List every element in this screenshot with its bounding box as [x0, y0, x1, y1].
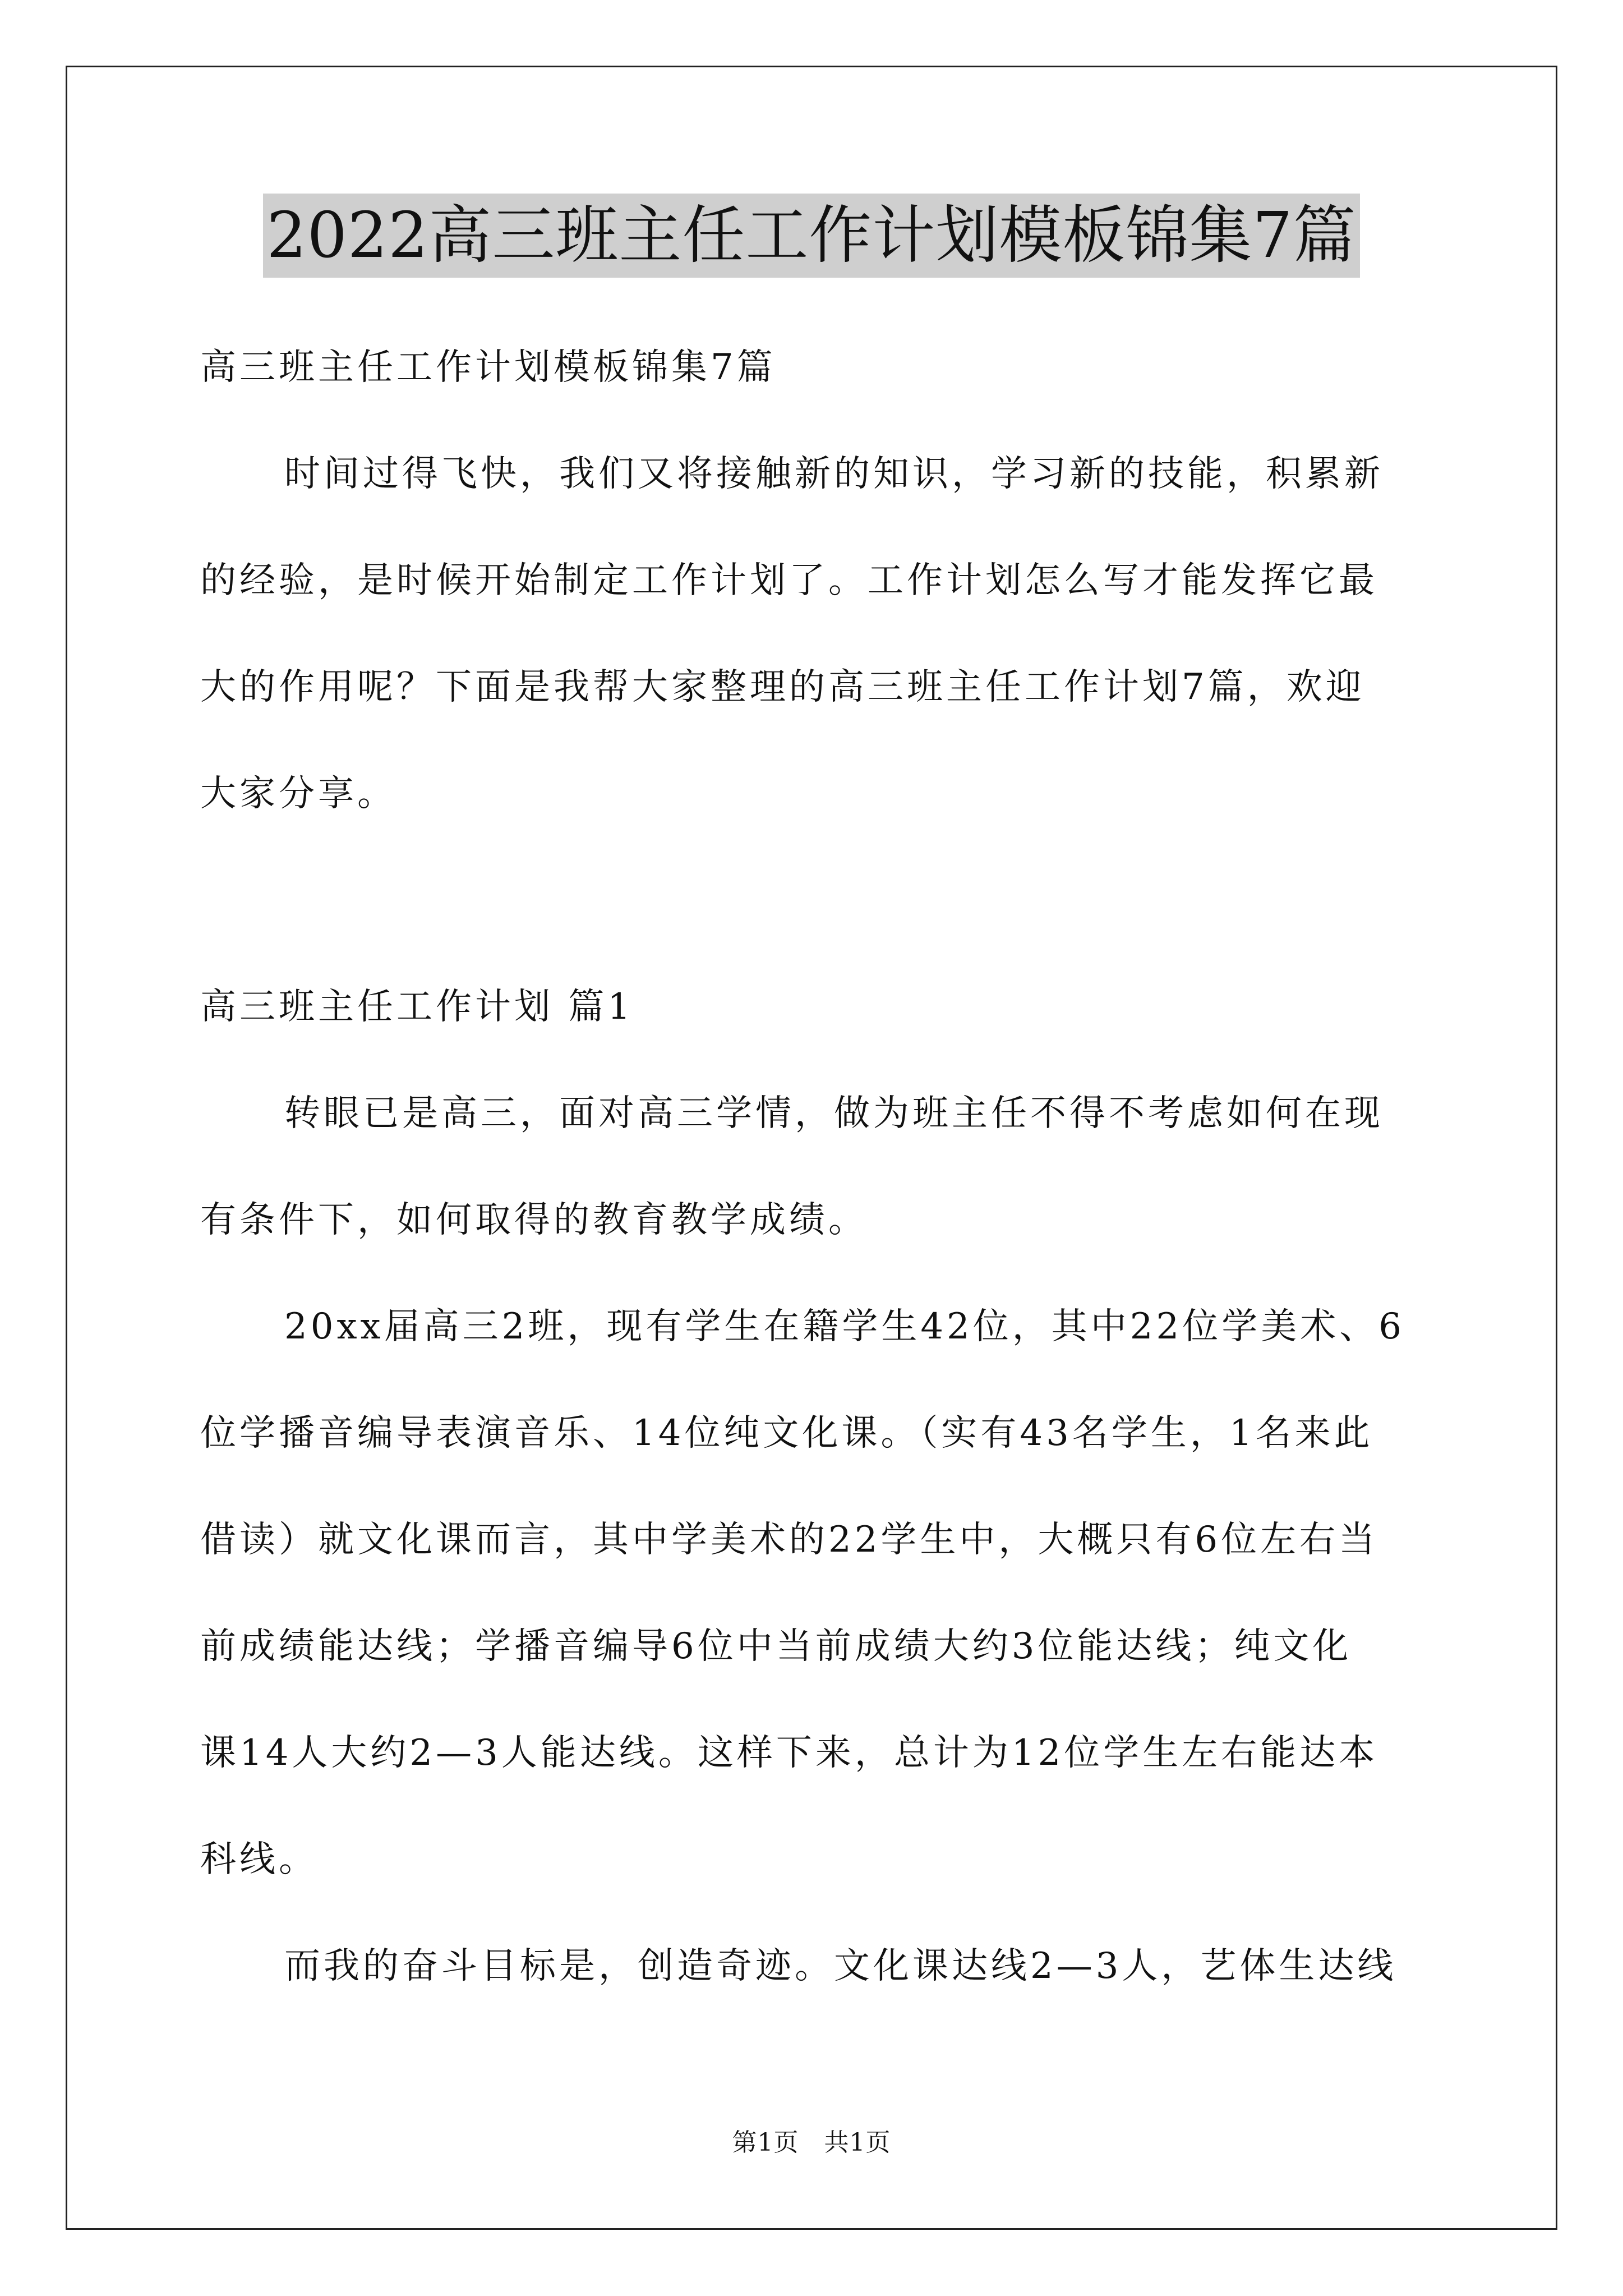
paragraph-line: 时间过得飞快，我们又将接触新的知识，学习新的技能，积累新 [284, 453, 1384, 495]
paragraph-line: 20xx届高三2班，现有学生在籍学生42位，其中22位学美术、6 [284, 1306, 1405, 1347]
paragraph-line: 科线。 [200, 1839, 318, 1880]
paragraph-line: 大家分享。 [200, 773, 396, 815]
subtitle-line: 高三班主任工作计划模板锦集7篇 [200, 347, 776, 388]
paragraph-line: 前成绩能达线；学播音编导6位中当前成绩大约3位能达线；纯文化 [200, 1626, 1352, 1667]
paragraph-line: 转眼已是高三，面对高三学情，做为班主任不得不考虑如何在现 [284, 1093, 1384, 1134]
paragraph-line: 课14人大约2—3人能达线。这样下来，总计为12位学生左右能达本 [200, 1732, 1378, 1774]
paragraph-line: 大的作用呢？下面是我帮大家整理的高三班主任工作计划7篇，欢迎 [200, 666, 1365, 708]
section-gap [200, 847, 1468, 954]
paragraph-line: 位学播音编导表演音乐、14位纯文化课。（实有43名学生，1名来此 [200, 1412, 1373, 1454]
paragraph-line: 借读）就文化课而言，其中学美术的22学生中，大概只有6位左右当 [200, 1519, 1378, 1561]
document-body [200, 314, 1468, 2019]
section-heading: 高三班主任工作计划 篇1 [200, 986, 634, 1028]
paragraph-line: 有条件下，如何取得的教育教学成绩。 [200, 1199, 868, 1241]
paragraph-line: 的经验，是时候开始制定工作计划了。工作计划怎么写才能发挥它最 [200, 560, 1378, 601]
paragraph-line: 而我的奋斗目标是，创造奇迹。文化课达线2—3人，艺体生达线 [284, 1945, 1397, 1987]
title-container [0, 194, 1623, 278]
page-footer: 第1页 共1页 [732, 2128, 891, 2157]
document-title: 2022高三班主任工作计划模板锦集7篇 [263, 194, 1359, 278]
